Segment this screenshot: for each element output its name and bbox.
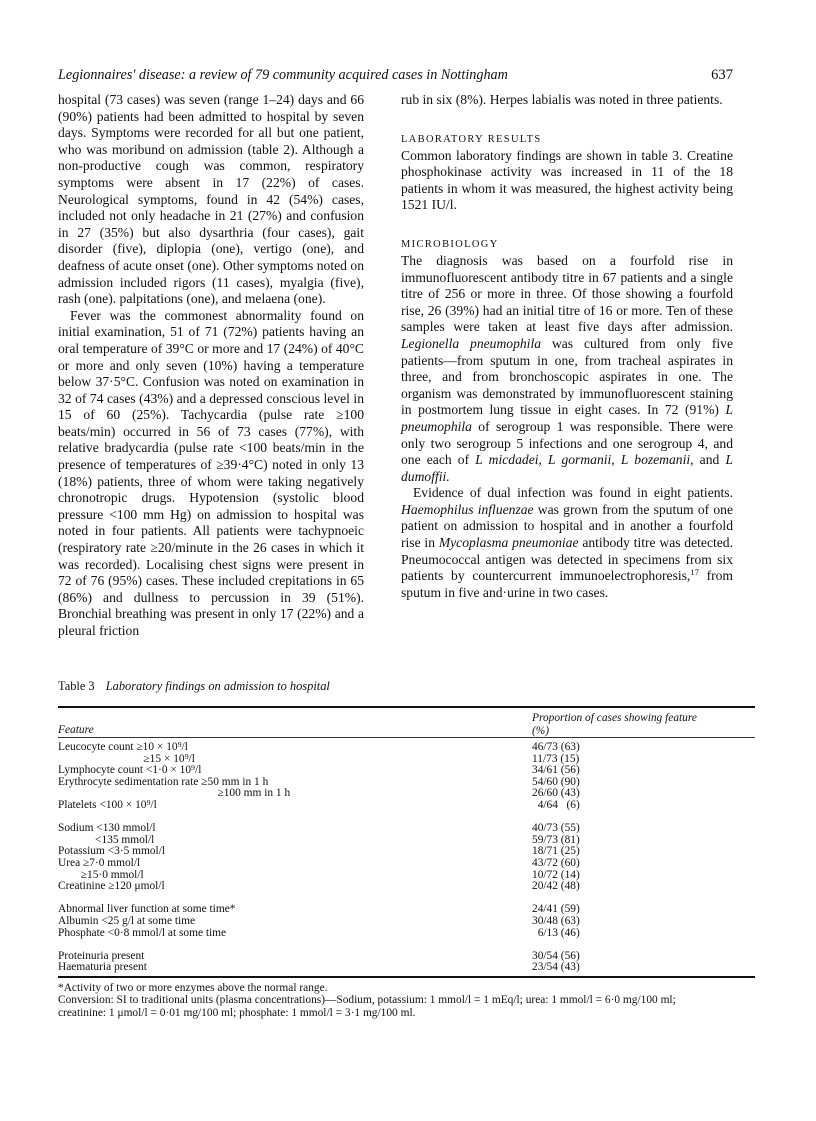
proportion-cell: 30/48 (63) (532, 914, 580, 927)
table-title: Laboratory findings on admission to hospital (105, 679, 330, 693)
species-name: L micdadei, L gormanii, L bozemanii, (475, 452, 694, 468)
feature-cell: Abnormal liver function at some time* (58, 903, 236, 916)
text-run: was cultured from only five patients—from sputum in one, from tracheal aspirates in three, and from bronchoscopic aspirates in one. The organism was demonstrated by immunofluorescent staining in postmortem lung tissue in eight cases. In 72 (91%) (401, 335, 733, 418)
feature-cell: Haematuria present (58, 961, 147, 974)
right-column (401, 92, 733, 601)
table-top-rule (58, 706, 755, 708)
table-row-group (58, 742, 755, 812)
text-run: of serogroup 1 was responsible. There were only two serogroup 5 infections and one serogroup 4, and one each of (401, 418, 733, 468)
body-paragraph (401, 253, 733, 485)
proportion-cell: 20/42 (48) (532, 880, 580, 893)
table-body (58, 742, 755, 985)
proportion-cell: 26/60 (43) (532, 787, 580, 800)
proportion-cell: 43/72 (60) (532, 856, 580, 869)
table-row (58, 951, 755, 963)
table-row (58, 742, 755, 754)
table-row (58, 858, 755, 870)
table-row (58, 916, 755, 928)
proportion-cell: 54/60 (90) (532, 775, 580, 788)
feature-cell: Platelets <100 × 10⁹/l (58, 798, 157, 811)
proportion-cell: 30/54 (56) (532, 949, 580, 962)
feature-cell: <135 mmol/l (58, 833, 155, 846)
text-run: antibody titre was detected. Pneumococcal antigen was detected in specimens from six patients by countercurrent immunoelectrophoresis, (401, 535, 733, 584)
footnote: *Activity of two or more enzymes above the normal range. (58, 982, 328, 994)
table-row (58, 788, 755, 800)
conversion-note: creatinine: 1 μmol/l = 0·01 mg/100 ml; phosphate: 1 mmol/l = 3·1 mg/100 ml. (58, 1006, 416, 1019)
table-label: Table 3 (58, 679, 95, 693)
table-row (58, 800, 755, 812)
table-caption (58, 679, 330, 694)
table-row (58, 823, 755, 835)
feature-cell: Creatinine ≥120 μmol/l (58, 880, 165, 893)
species-name: Mycoplasma pneumoniae (438, 535, 579, 551)
feature-cell: ≥15 × 10⁹/l (58, 752, 195, 765)
proportion-cell: 24/41 (59) (532, 903, 580, 916)
column-header-feature: Feature (58, 724, 94, 736)
species-name: L dumoffii. (401, 452, 733, 484)
left-column (58, 92, 364, 640)
proportion-cell: 11/73 (15) (532, 752, 580, 765)
table-footnotes (58, 982, 755, 1019)
conversion-note: Conversion: SI to traditional units (plasma concentrations)—Sodium, potassium: 1 mmol/l = 1 mEq/l; urea: 1 mmol/l = 6·0 mg/100 ml; (58, 994, 676, 1007)
feature-cell: Albumin <25 g/l at some time (58, 914, 196, 927)
body-paragraph (401, 485, 733, 601)
feature-cell: Erythrocyte sedimentation rate ≥50 mm in 1 h (58, 775, 269, 788)
table-row (58, 962, 755, 974)
table-row (58, 928, 755, 940)
section-heading-laboratory-results: LABORATORY RESULTS (401, 133, 542, 145)
species-name: Haemophilus influenzae (401, 501, 534, 517)
feature-cell: Urea ≥7·0 mmol/l (58, 856, 141, 869)
proportion-cell: 4/64 (6) (532, 798, 580, 811)
proportion-cell: 46/73 (63) (532, 741, 580, 753)
text-run: and (693, 452, 726, 468)
proportion-cell: 59/73 (81) (532, 833, 580, 846)
table-row-group (58, 823, 755, 893)
proportion-cell: 10/72 (14) (532, 868, 580, 881)
feature-cell: ≥100 mm in 1 h (58, 787, 291, 800)
header-line: (%) (532, 725, 550, 737)
running-head-title: Legionnaires' disease: a review of 79 community acquired cases in Nottingham (58, 67, 508, 83)
reference-superscript: 17 (690, 567, 699, 578)
body-paragraph: rub in six (8%). Herpes labialis was noted in three patients. (401, 92, 723, 107)
species-name: L pneumophila (401, 402, 733, 434)
body-paragraph: hospital (73 cases) was seven (range 1–24) days and 66 (90%) patients had been admitted to hospital by seven days. Symptoms were recorded for all but one patient, who was moribund on admission (table 2). Although a non-productive cough was common, respiratory symptoms were absent in 17 (22%) of cases. Neurological symptoms, found in 42 (54%) cases, included not only headache in 21 (27%) and confusion in 27 (35%) but also dysarthria (four cases), gait disorder (five), diplopia (one), vertigo (one), and deafness of acute onset (one). Other symptoms noted on admission included rigors (11 cases), myalgia (five), rash (one). palpitations (one), and melaena (one). (58, 92, 364, 307)
feature-cell: ≥15·0 mmol/l (58, 868, 144, 881)
text-run: The diagnosis was based on a fourfold rise in immunofluorescent antibody titre in 67 patients and a single titre of 256 or more in three. Of those showing a fourfold rise, 26 (39%) had an initial titre of 16 or more. Ten of these samples were taken at least five days after admission. (401, 252, 733, 335)
feature-cell: Proteinuria present (58, 949, 145, 962)
table-bottom-rule (58, 976, 755, 978)
text-run: from sputum in five and·urine in two cases. (401, 568, 734, 600)
header-line: Proportion of cases showing feature (532, 712, 697, 724)
proportion-cell: 23/54 (43) (532, 961, 580, 974)
section-heading-microbiology: MICROBIOLOGY (401, 238, 499, 250)
proportion-cell: 18/71 (25) (532, 845, 580, 858)
feature-cell: Leucocyte count ≥10 × 10⁹/l (58, 741, 188, 753)
table-header-rule (58, 737, 755, 738)
feature-cell: Sodium <130 mmol/l (58, 822, 156, 835)
body-paragraph: Fever was the commonest abnormality found on initial examination, 51 of 71 (72%) patients having an oral temperature of 39°C or more and 17 (24%) of 40°C or more and only seven (10%) having a temperature below 37·5°C. Confusion was noted on examination in 32 of 74 cases (43%) and a depressed conscious level in 15 of 60 (25%). Tachycardia (pulse rate ≥100 beats/min) occurred in 56 of 73 cases (77%), with relative bradycardia (pulse rate <100 beats/min in the presence of temperatures of ≥39·4°C) noted in only 13 (18%) patients, three of whom were taking negatively chronotropic drugs. Hypotension (systolic blood pressure <100 mm Hg) on admission to hospital was noted in four patients. All patients were tachypnoeic (respiratory rate ≥20/minute in the 26 cases in which it was recorded). Localising chest signs were present in 72 of 76 (95%) cases. These included crepitations in 65 (86%) and dullness to percussion in 39 (51%). Bronchial breathing was present in only 17 (22%) and a pleural friction (58, 307, 364, 638)
table-row (58, 846, 755, 858)
table-row-group (58, 904, 755, 939)
table-row (58, 881, 755, 893)
text-run: Evidence of dual infection was found in eight patients. (413, 485, 733, 501)
feature-cell: Phosphate <0·8 mmol/l at some time (58, 926, 227, 939)
column-header-proportion (532, 712, 697, 738)
species-name: Legionella pneumophila (401, 335, 542, 351)
proportion-cell: 34/61 (56) (532, 764, 580, 777)
proportion-cell: 6/13 (46) (532, 926, 580, 939)
body-paragraph: Common laboratory findings are shown in table 3. Creatine phosphokinase activity was increased in 11 of the 18 patients in whom it was measured, the highest activity being 1521 IU/l. (401, 147, 733, 213)
feature-cell: Potassium <3·5 mmol/l (58, 845, 166, 858)
table-row-group (58, 951, 755, 974)
proportion-cell: 40/73 (55) (532, 822, 580, 835)
page-number: 637 (711, 67, 733, 83)
feature-cell: Lymphocyte count <1·0 × 10⁹/l (58, 764, 202, 777)
running-head (58, 67, 733, 84)
text-run: was grown from the sputum of one patient on admission to hospital and in another a fourfold rise in (401, 501, 733, 551)
